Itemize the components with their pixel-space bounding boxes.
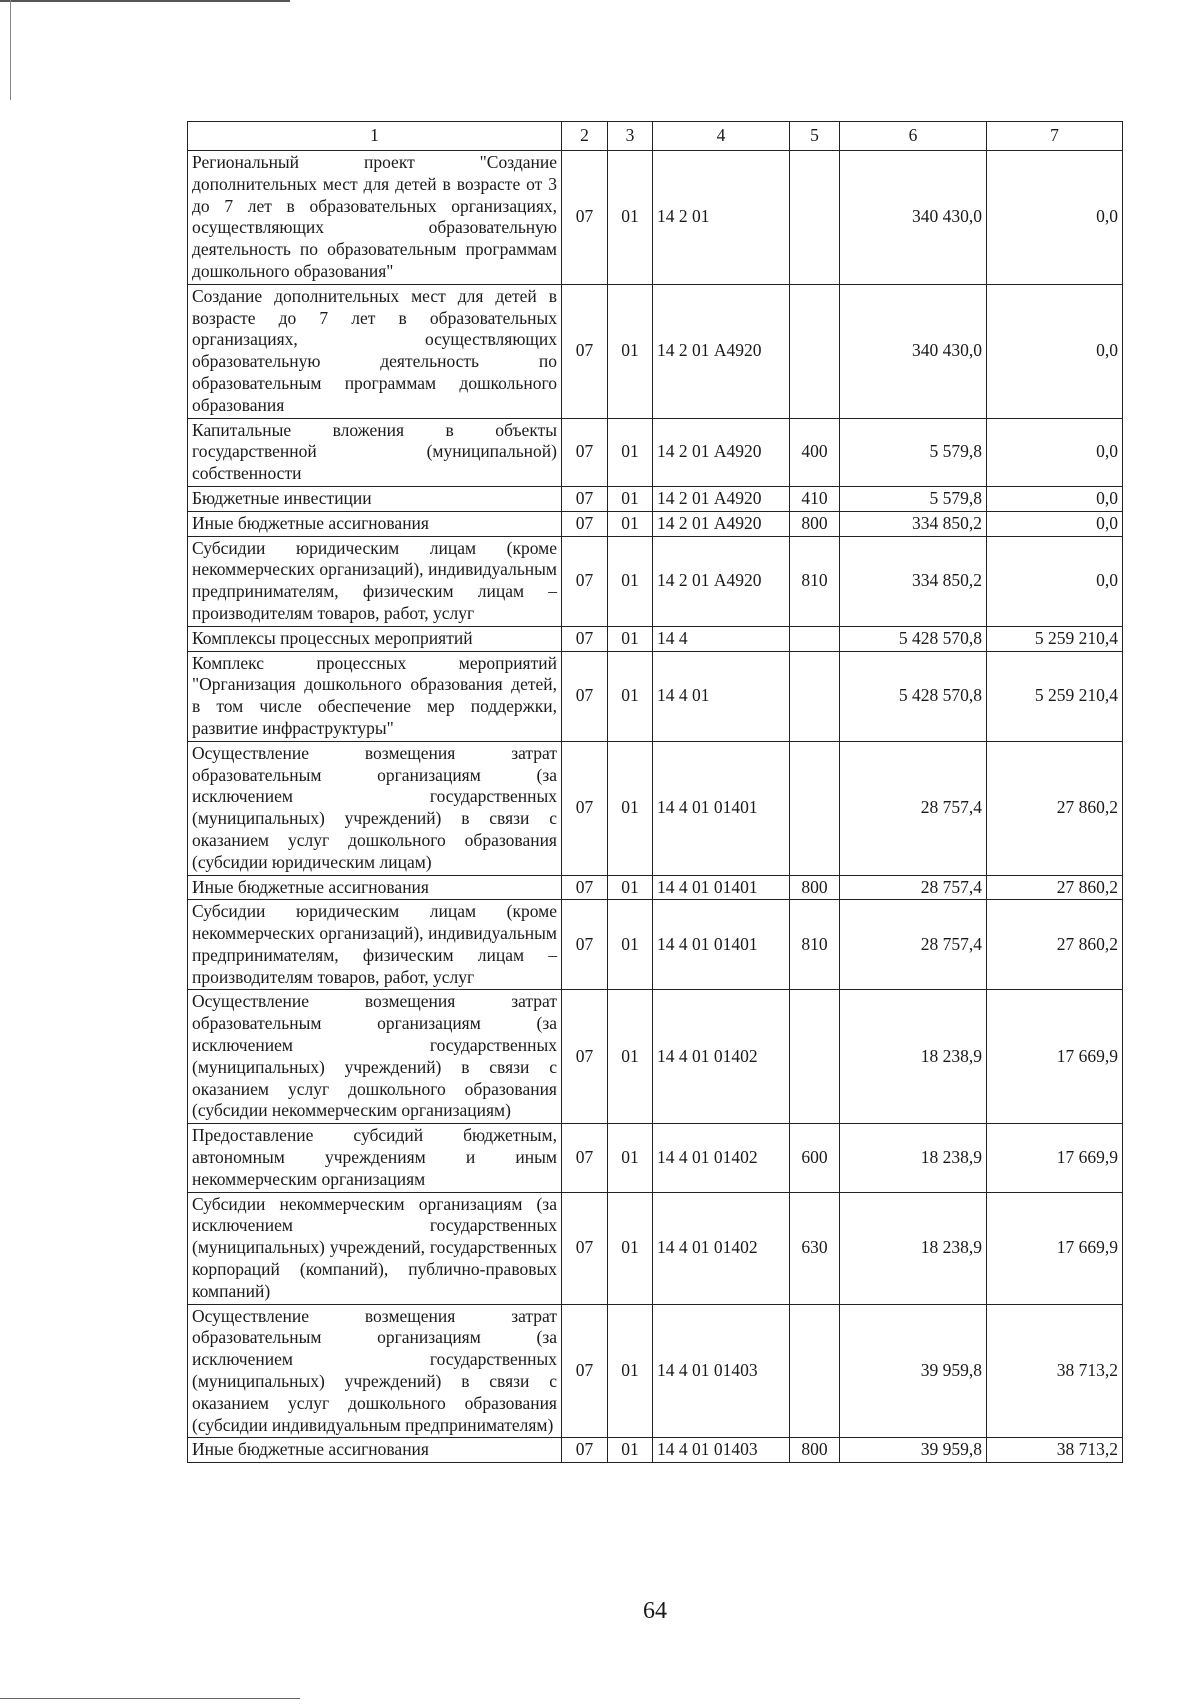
amount-year-1: 18 238,9 xyxy=(840,1124,987,1192)
amount-year-2: 17 669,9 xyxy=(987,990,1123,1124)
scan-edge-left xyxy=(10,0,11,100)
target-article-code: 14 2 01 А4920 xyxy=(653,511,790,536)
expense-type-code: 800 xyxy=(790,511,840,536)
amount-year-1: 5 428 570,8 xyxy=(840,651,987,741)
amount-year-2: 0,0 xyxy=(987,486,1123,511)
expense-type-code xyxy=(790,151,840,285)
section-code: 07 xyxy=(562,741,608,875)
amount-year-2: 38 713,2 xyxy=(987,1304,1123,1438)
table-row xyxy=(188,511,1123,536)
expense-type-code xyxy=(790,741,840,875)
row-name: Комплексы процессных мероприятий xyxy=(188,626,562,651)
amount-year-1: 18 238,9 xyxy=(840,1192,987,1304)
section-code: 07 xyxy=(562,875,608,900)
column-header: 5 xyxy=(790,122,840,151)
section-code: 07 xyxy=(562,151,608,285)
section-code: 07 xyxy=(562,1192,608,1304)
table-row xyxy=(188,1192,1123,1304)
page-number: 64 xyxy=(643,1598,667,1624)
row-name: Создание дополнительных мест для детей в возрасте до 7 лет в образовательных организациях, осуществляющих образовательную деятельность по образовательным программам дошкольного образования xyxy=(188,284,562,418)
section-code: 07 xyxy=(562,651,608,741)
scan-edge-bottom xyxy=(0,1698,300,1699)
scan-edge-top xyxy=(0,0,290,2)
subsection-code: 01 xyxy=(608,418,653,486)
subsection-code: 01 xyxy=(608,1124,653,1192)
amount-year-2: 0,0 xyxy=(987,536,1123,626)
expense-type-code xyxy=(790,626,840,651)
expense-type-code: 400 xyxy=(790,418,840,486)
target-article-code: 14 2 01 А4920 xyxy=(653,418,790,486)
amount-year-2: 17 669,9 xyxy=(987,1192,1123,1304)
row-name: Субсидии юридическим лицам (кроме некоммерческих организаций), индивидуальным предпринимателям, физическим лицам – производителям товаров, работ, услуг xyxy=(188,536,562,626)
row-name: Иные бюджетные ассигнования xyxy=(188,875,562,900)
column-header: 6 xyxy=(840,122,987,151)
subsection-code: 01 xyxy=(608,284,653,418)
table-row xyxy=(188,1124,1123,1192)
amount-year-1: 334 850,2 xyxy=(840,536,987,626)
table-row xyxy=(188,741,1123,875)
table-row xyxy=(188,151,1123,285)
target-article-code: 14 4 01 01403 xyxy=(653,1304,790,1438)
row-name: Субсидии некоммерческим организациям (за исключением государственных (муниципальных) учреждений, государственных корпораций (компаний), публично-правовых компаний) xyxy=(188,1192,562,1304)
section-code: 07 xyxy=(562,990,608,1124)
table-row xyxy=(188,1304,1123,1438)
amount-year-2: 17 669,9 xyxy=(987,1124,1123,1192)
row-name: Комплекс процессных мероприятий "Организация дошкольного образования детей, в том числе обеспечение мер поддержки, развитие инфраструктуры" xyxy=(188,651,562,741)
column-header: 2 xyxy=(562,122,608,151)
amount-year-2: 27 860,2 xyxy=(987,875,1123,900)
budget-table xyxy=(187,121,1123,1463)
table-row xyxy=(188,1438,1123,1463)
amount-year-1: 340 430,0 xyxy=(840,151,987,285)
table-row xyxy=(188,284,1123,418)
amount-year-2: 27 860,2 xyxy=(987,900,1123,990)
amount-year-2: 0,0 xyxy=(987,418,1123,486)
expense-type-code: 630 xyxy=(790,1192,840,1304)
column-header: 1 xyxy=(188,122,562,151)
amount-year-1: 5 579,8 xyxy=(840,418,987,486)
column-header: 4 xyxy=(653,122,790,151)
table-body xyxy=(188,151,1123,1463)
expense-type-code xyxy=(790,990,840,1124)
row-name: Региональный проект "Создание дополнительных мест для детей в возрасте от 3 до 7 лет в образовательных организациях, осуществляющих образовательную деятельность по образовательным программам дошкольного образования" xyxy=(188,151,562,285)
expense-type-code: 600 xyxy=(790,1124,840,1192)
subsection-code: 01 xyxy=(608,1192,653,1304)
header-row xyxy=(188,122,1123,151)
expense-type-code: 410 xyxy=(790,486,840,511)
target-article-code: 14 2 01 А4920 xyxy=(653,486,790,511)
target-article-code: 14 2 01 А4920 xyxy=(653,284,790,418)
amount-year-1: 334 850,2 xyxy=(840,511,987,536)
table-row xyxy=(188,486,1123,511)
table-row xyxy=(188,990,1123,1124)
table-row xyxy=(188,418,1123,486)
table-row xyxy=(188,626,1123,651)
subsection-code: 01 xyxy=(608,486,653,511)
expense-type-code xyxy=(790,651,840,741)
expense-type-code: 800 xyxy=(790,875,840,900)
amount-year-1: 5 579,8 xyxy=(840,486,987,511)
expense-type-code: 810 xyxy=(790,900,840,990)
amount-year-2: 0,0 xyxy=(987,151,1123,285)
section-code: 07 xyxy=(562,536,608,626)
subsection-code: 01 xyxy=(608,151,653,285)
subsection-code: 01 xyxy=(608,990,653,1124)
target-article-code: 14 2 01 xyxy=(653,151,790,285)
section-code: 07 xyxy=(562,511,608,536)
target-article-code: 14 4 01 01401 xyxy=(653,900,790,990)
target-article-code: 14 4 01 01401 xyxy=(653,741,790,875)
target-article-code: 14 4 xyxy=(653,626,790,651)
table-row xyxy=(188,875,1123,900)
column-header: 7 xyxy=(987,122,1123,151)
amount-year-1: 39 959,8 xyxy=(840,1438,987,1463)
row-name: Предоставление субсидий бюджетным, автономным учреждениям и иным некоммерческим организациям xyxy=(188,1124,562,1192)
amount-year-1: 18 238,9 xyxy=(840,990,987,1124)
row-name: Капитальные вложения в объекты государственной (муниципальной) собственности xyxy=(188,418,562,486)
row-name: Осуществление возмещения затрат образовательным организациям (за исключением государственных (муниципальных) учреждений) в связи с оказанием услуг дошкольного образования (субсидии юридическим лицам) xyxy=(188,741,562,875)
amount-year-1: 39 959,8 xyxy=(840,1304,987,1438)
subsection-code: 01 xyxy=(608,1438,653,1463)
row-name: Бюджетные инвестиции xyxy=(188,486,562,511)
section-code: 07 xyxy=(562,1304,608,1438)
expense-type-code xyxy=(790,284,840,418)
row-name: Осуществление возмещения затрат образовательным организациям (за исключением государственных (муниципальных) учреждений) в связи с оказанием услуг дошкольного образования (субсидии некоммерческим организациям) xyxy=(188,990,562,1124)
amount-year-2: 0,0 xyxy=(987,284,1123,418)
subsection-code: 01 xyxy=(608,875,653,900)
subsection-code: 01 xyxy=(608,511,653,536)
expense-type-code: 800 xyxy=(790,1438,840,1463)
subsection-code: 01 xyxy=(608,741,653,875)
section-code: 07 xyxy=(562,626,608,651)
amount-year-2: 0,0 xyxy=(987,511,1123,536)
target-article-code: 14 4 01 01402 xyxy=(653,1192,790,1304)
table-row xyxy=(188,536,1123,626)
amount-year-2: 27 860,2 xyxy=(987,741,1123,875)
row-name: Иные бюджетные ассигнования xyxy=(188,1438,562,1463)
amount-year-2: 38 713,2 xyxy=(987,1438,1123,1463)
amount-year-2: 5 259 210,4 xyxy=(987,651,1123,741)
section-code: 07 xyxy=(562,1124,608,1192)
table-row xyxy=(188,900,1123,990)
section-code: 07 xyxy=(562,284,608,418)
subsection-code: 01 xyxy=(608,900,653,990)
column-header: 3 xyxy=(608,122,653,151)
table-row xyxy=(188,651,1123,741)
amount-year-1: 5 428 570,8 xyxy=(840,626,987,651)
target-article-code: 14 4 01 01403 xyxy=(653,1438,790,1463)
target-article-code: 14 4 01 xyxy=(653,651,790,741)
section-code: 07 xyxy=(562,418,608,486)
subsection-code: 01 xyxy=(608,536,653,626)
row-name: Иные бюджетные ассигнования xyxy=(188,511,562,536)
subsection-code: 01 xyxy=(608,1304,653,1438)
row-name: Субсидии юридическим лицам (кроме некоммерческих организаций), индивидуальным предпринимателям, физическим лицам – производителям товаров, работ, услуг xyxy=(188,900,562,990)
subsection-code: 01 xyxy=(608,626,653,651)
target-article-code: 14 4 01 01401 xyxy=(653,875,790,900)
amount-year-1: 28 757,4 xyxy=(840,875,987,900)
amount-year-2: 5 259 210,4 xyxy=(987,626,1123,651)
section-code: 07 xyxy=(562,900,608,990)
amount-year-1: 340 430,0 xyxy=(840,284,987,418)
target-article-code: 14 4 01 01402 xyxy=(653,990,790,1124)
target-article-code: 14 4 01 01402 xyxy=(653,1124,790,1192)
section-code: 07 xyxy=(562,1438,608,1463)
section-code: 07 xyxy=(562,486,608,511)
expense-type-code xyxy=(790,1304,840,1438)
row-name: Осуществление возмещения затрат образовательным организациям (за исключением государственных (муниципальных) учреждений) в связи с оказанием услуг дошкольного образования (субсидии индивидуальным предпринимателям) xyxy=(188,1304,562,1438)
amount-year-1: 28 757,4 xyxy=(840,900,987,990)
target-article-code: 14 2 01 А4920 xyxy=(653,536,790,626)
amount-year-1: 28 757,4 xyxy=(840,741,987,875)
subsection-code: 01 xyxy=(608,651,653,741)
expense-type-code: 810 xyxy=(790,536,840,626)
